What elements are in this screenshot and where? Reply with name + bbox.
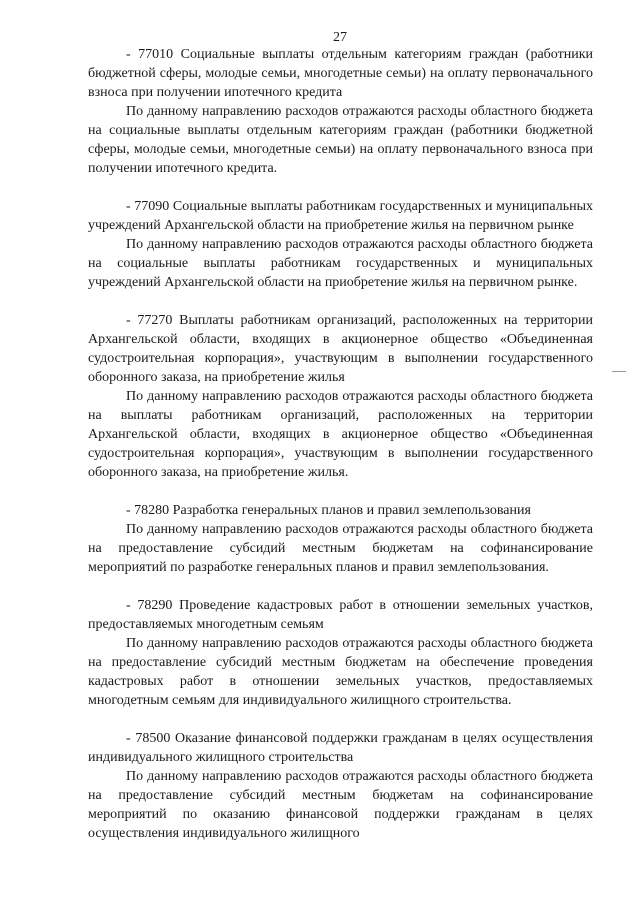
section-body: По данному направлению расходов отражаются расходы областного бюджета на выплаты работникам организаций, расположенных на территории Архангельской области, входящих в акционерное общество «Объединенная судостроительная корпорация», участвующим в выполнении государственного оборонного заказа, на приобретение жилья. [88, 389, 593, 480]
section-heading: - 78290 Проведение кадастровых работ в отношении земельных участков, предоставляемых многодетным семьям [88, 598, 593, 632]
section-78290 [88, 596, 593, 710]
section-heading: - 77270 Выплаты работникам организаций, расположенных на территории Архангельской области, входящих в акционерное общество «Объединенная судостроительная корпорация», участвующим в выполнении государственного оборонного заказа, на приобретение жилья [88, 313, 593, 385]
section-body: По данному направлению расходов отражаются расходы областного бюджета на социальные выплаты отдельным категориям граждан (работники бюджетной сферы, молодые семьи, многодетные семьи) на оплату первоначального взноса при получении ипотечного кредита. [88, 104, 593, 176]
section-heading: - 78500 Оказание финансовой поддержки гражданам в целях осуществления индивидуального жилищного строительства [88, 731, 593, 765]
section-body: По данному направлению расходов отражаются расходы областного бюджета на предоставление субсидий местным бюджетам на обеспечение проведения кадастровых работ в отношении земельных участков, предоставляемых многодетным семьям для индивидуального жилищного строительства. [88, 636, 593, 708]
section-77270 [88, 311, 593, 482]
section-body: По данному направлению расходов отражаются расходы областного бюджета на социальные выплаты работникам государственных и муниципальных учреждений Архангельской области на приобретение жилья на первичном рынке. [88, 237, 593, 290]
section-heading: - 77090 Социальные выплаты работникам государственных и муниципальных учреждений Архангельской области на приобретение жилья на первичном рынке [88, 199, 593, 233]
section-78280 [88, 501, 593, 577]
section-heading: - 77010 Социальные выплаты отдельным категориям граждан (работники бюджетной сферы, молодые семьи, многодетные семьи) на оплату первоначального взноса при получении ипотечного кредита [88, 47, 593, 100]
page-number: 27 [333, 30, 347, 45]
section-77090 [88, 197, 593, 292]
document-body [88, 45, 593, 862]
margin-mark [612, 371, 626, 372]
section-78500 [88, 729, 593, 843]
section-heading: - 78280 Разработка генеральных планов и правил землепользования [126, 503, 531, 518]
section-body: По данному направлению расходов отражаются расходы областного бюджета на предоставление субсидий местным бюджетам на софинансирование мероприятий по оказанию финансовой поддержки гражданам в целях осуществления индивидуального жилищного [88, 769, 593, 841]
section-77010 [88, 45, 593, 178]
section-body: По данному направлению расходов отражаются расходы областного бюджета на предоставление субсидий местным бюджетам на софинансирование мероприятий по разработке генеральных планов и правил землепользования. [88, 522, 593, 575]
